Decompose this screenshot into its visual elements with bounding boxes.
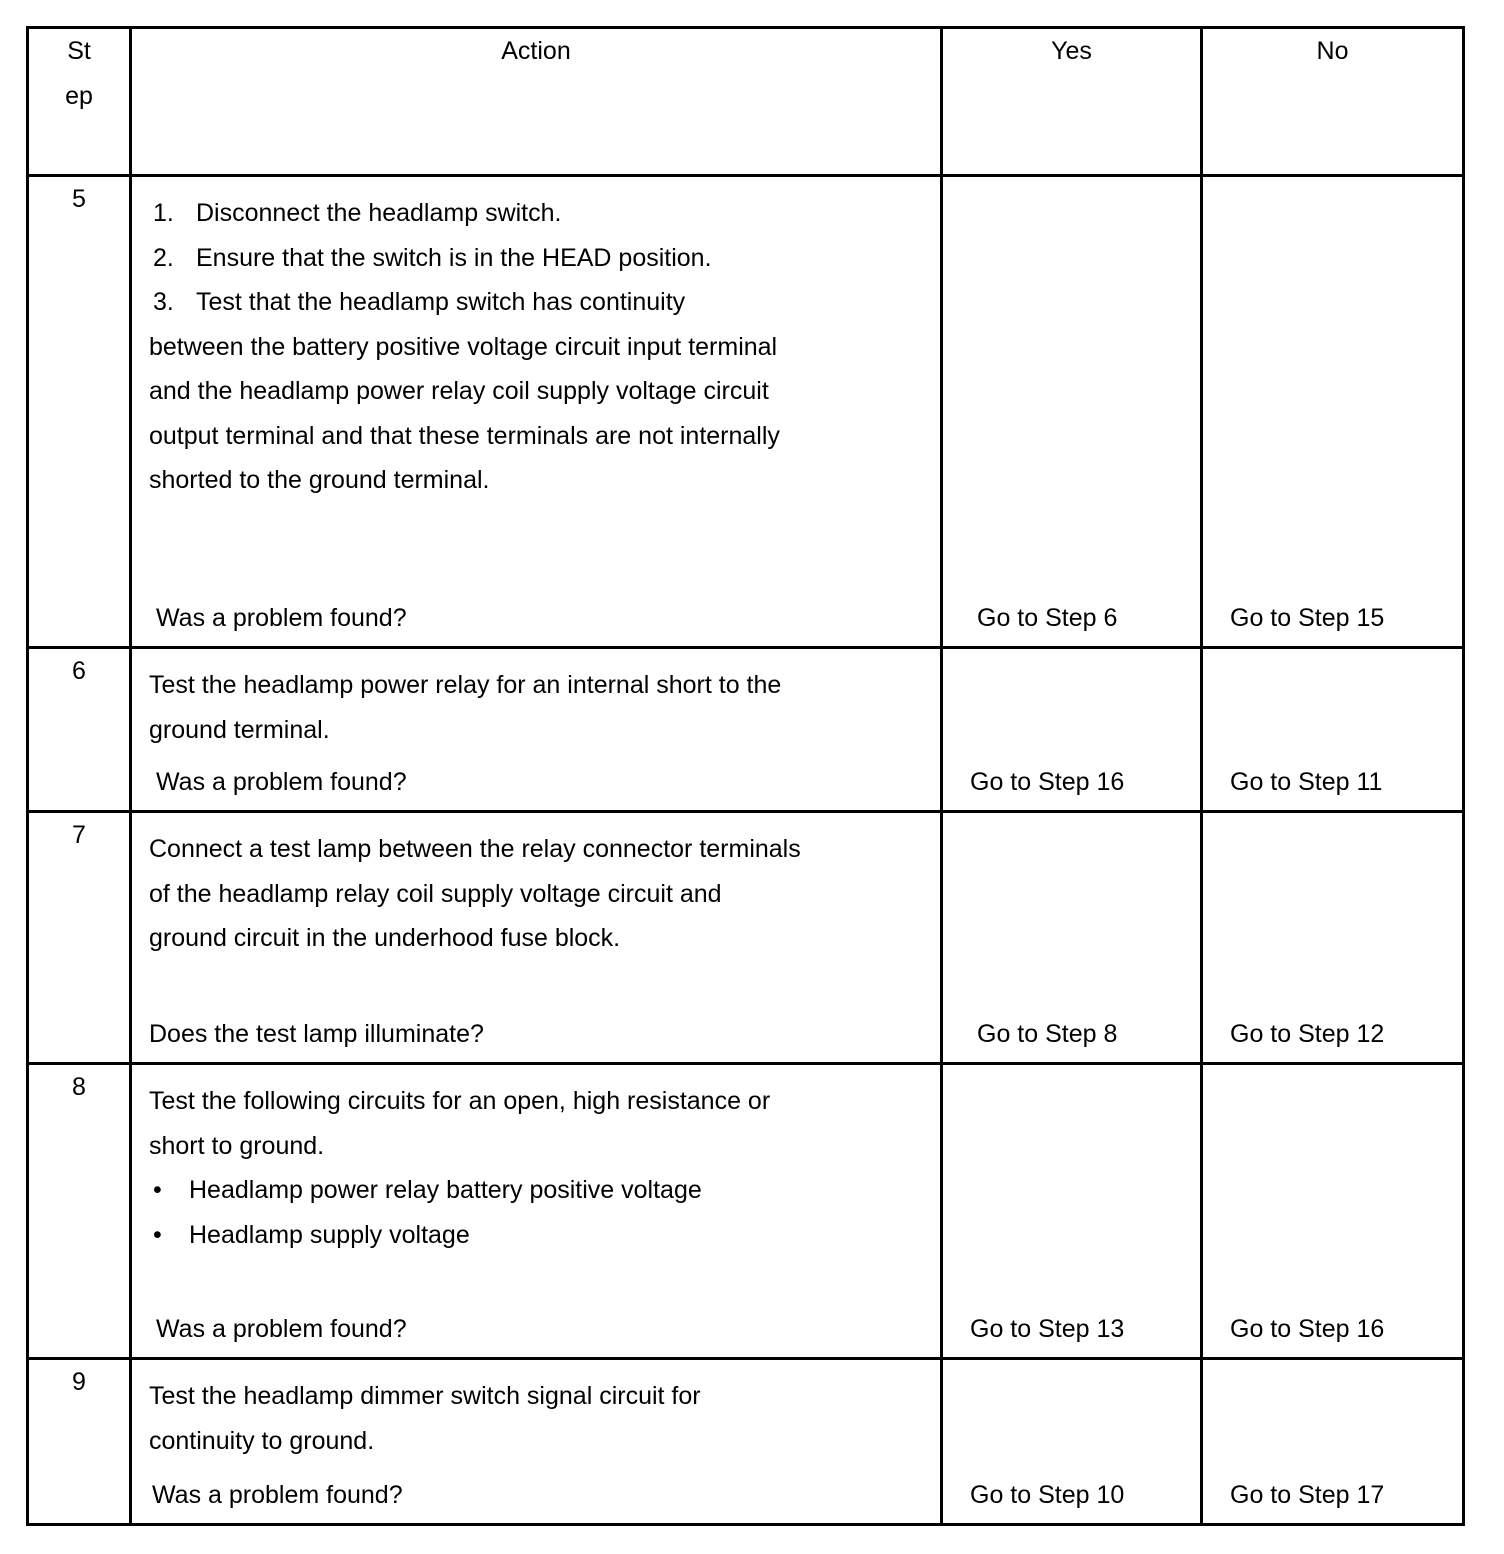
step-number: 6	[28, 648, 131, 812]
no-next-step: Go to Step 16	[1230, 1314, 1385, 1343]
action-line: Test the following circuits for an open, high resistance or	[149, 1087, 771, 1115]
action-question: Was a problem found?	[156, 767, 407, 796]
yes-cell	[942, 1359, 1202, 1525]
header-no: No	[1202, 28, 1464, 176]
action-line: Test the headlamp power relay for an internal short to the	[149, 671, 782, 699]
yes-next-step: Go to Step 16	[970, 767, 1125, 796]
yes-next-step: Go to Step 8	[977, 1019, 1118, 1048]
yes-next-step: Go to Step 6	[977, 603, 1118, 632]
numbered-step	[149, 191, 940, 236]
no-cell	[1202, 648, 1464, 812]
bullet-symbol: •	[153, 1176, 162, 1204]
table-row	[28, 176, 1464, 648]
no-cell	[1202, 1064, 1464, 1359]
action-line: shorted to the ground terminal.	[149, 466, 490, 494]
action-text	[132, 649, 940, 752]
action-text	[132, 1360, 940, 1463]
yes-next-step: Go to Step 10	[970, 1480, 1125, 1509]
action-line: and the headlamp power relay coil supply voltage circuit	[149, 377, 769, 405]
action-cell	[131, 812, 942, 1064]
yes-next-step: Go to Step 13	[970, 1314, 1125, 1343]
diagnostic-document	[26, 26, 1462, 1523]
no-next-step: Go to Step 15	[1230, 603, 1385, 632]
action-line: short to ground.	[149, 1131, 325, 1160]
table-row	[28, 1064, 1464, 1359]
yes-cell	[942, 176, 1202, 648]
table-row	[28, 648, 1464, 812]
action-question: Was a problem found?	[156, 603, 407, 632]
action-question: Does the test lamp illuminate?	[149, 1019, 484, 1048]
table-row	[28, 1359, 1464, 1525]
action-text	[132, 1065, 940, 1257]
action-line: Test the headlamp dimmer switch signal circuit for	[149, 1382, 701, 1410]
step-number: 7	[28, 812, 131, 1064]
header-action: Action	[131, 28, 942, 176]
table-row	[28, 812, 1464, 1064]
step-index: 1.	[153, 199, 174, 227]
no-next-step: Go to Step 17	[1230, 1480, 1385, 1509]
yes-cell	[942, 812, 1202, 1064]
numbered-step	[149, 280, 940, 325]
step-text: Disconnect the headlamp switch.	[196, 199, 562, 227]
step-number: 5	[28, 176, 131, 648]
action-cell	[131, 1064, 942, 1359]
bullet-symbol: •	[153, 1220, 162, 1249]
yes-cell	[942, 648, 1202, 812]
bullet-text: Headlamp power relay battery positive voltage	[189, 1176, 702, 1204]
action-cell	[131, 176, 942, 648]
header-row	[28, 28, 1464, 176]
bullet-item	[149, 1213, 940, 1258]
no-cell	[1202, 176, 1464, 648]
action-line: of the headlamp relay coil supply voltage circuit and	[149, 879, 722, 908]
no-cell	[1202, 1359, 1464, 1525]
diagnostic-table	[26, 26, 1465, 1526]
header-step-line-1: St	[67, 37, 91, 65]
header-yes: Yes	[942, 28, 1202, 176]
action-question: Was a problem found?	[152, 1480, 403, 1509]
numbered-step	[149, 236, 940, 281]
no-next-step: Go to Step 11	[1230, 767, 1383, 796]
bullet-text: Headlamp supply voltage	[189, 1220, 470, 1249]
step-text: Ensure that the switch is in the HEAD position.	[196, 243, 712, 272]
no-cell	[1202, 812, 1464, 1064]
action-cell	[131, 1359, 942, 1525]
step-number: 9	[28, 1359, 131, 1525]
step-index: 3.	[153, 288, 174, 316]
yes-cell	[942, 1064, 1202, 1359]
action-line: Connect a test lamp between the relay connector terminals	[149, 835, 801, 863]
action-question: Was a problem found?	[156, 1314, 407, 1343]
action-line: ground terminal.	[149, 715, 330, 744]
action-line: between the battery positive voltage circuit input terminal	[149, 332, 778, 361]
header-step-line-2: ep	[65, 81, 93, 110]
bullet-item	[149, 1168, 940, 1213]
action-line: ground circuit in the underhood fuse block.	[149, 924, 621, 952]
header-step	[28, 28, 131, 176]
action-line: output terminal and that these terminals are not internally	[149, 421, 780, 450]
step-index: 2.	[153, 243, 174, 272]
step-number: 8	[28, 1064, 131, 1359]
step-text: Test that the headlamp switch has continuity	[196, 288, 686, 316]
action-cell	[131, 648, 942, 812]
no-next-step: Go to Step 12	[1230, 1019, 1385, 1048]
action-text	[132, 813, 940, 961]
action-line: continuity to ground.	[149, 1426, 375, 1455]
action-text	[132, 177, 940, 503]
